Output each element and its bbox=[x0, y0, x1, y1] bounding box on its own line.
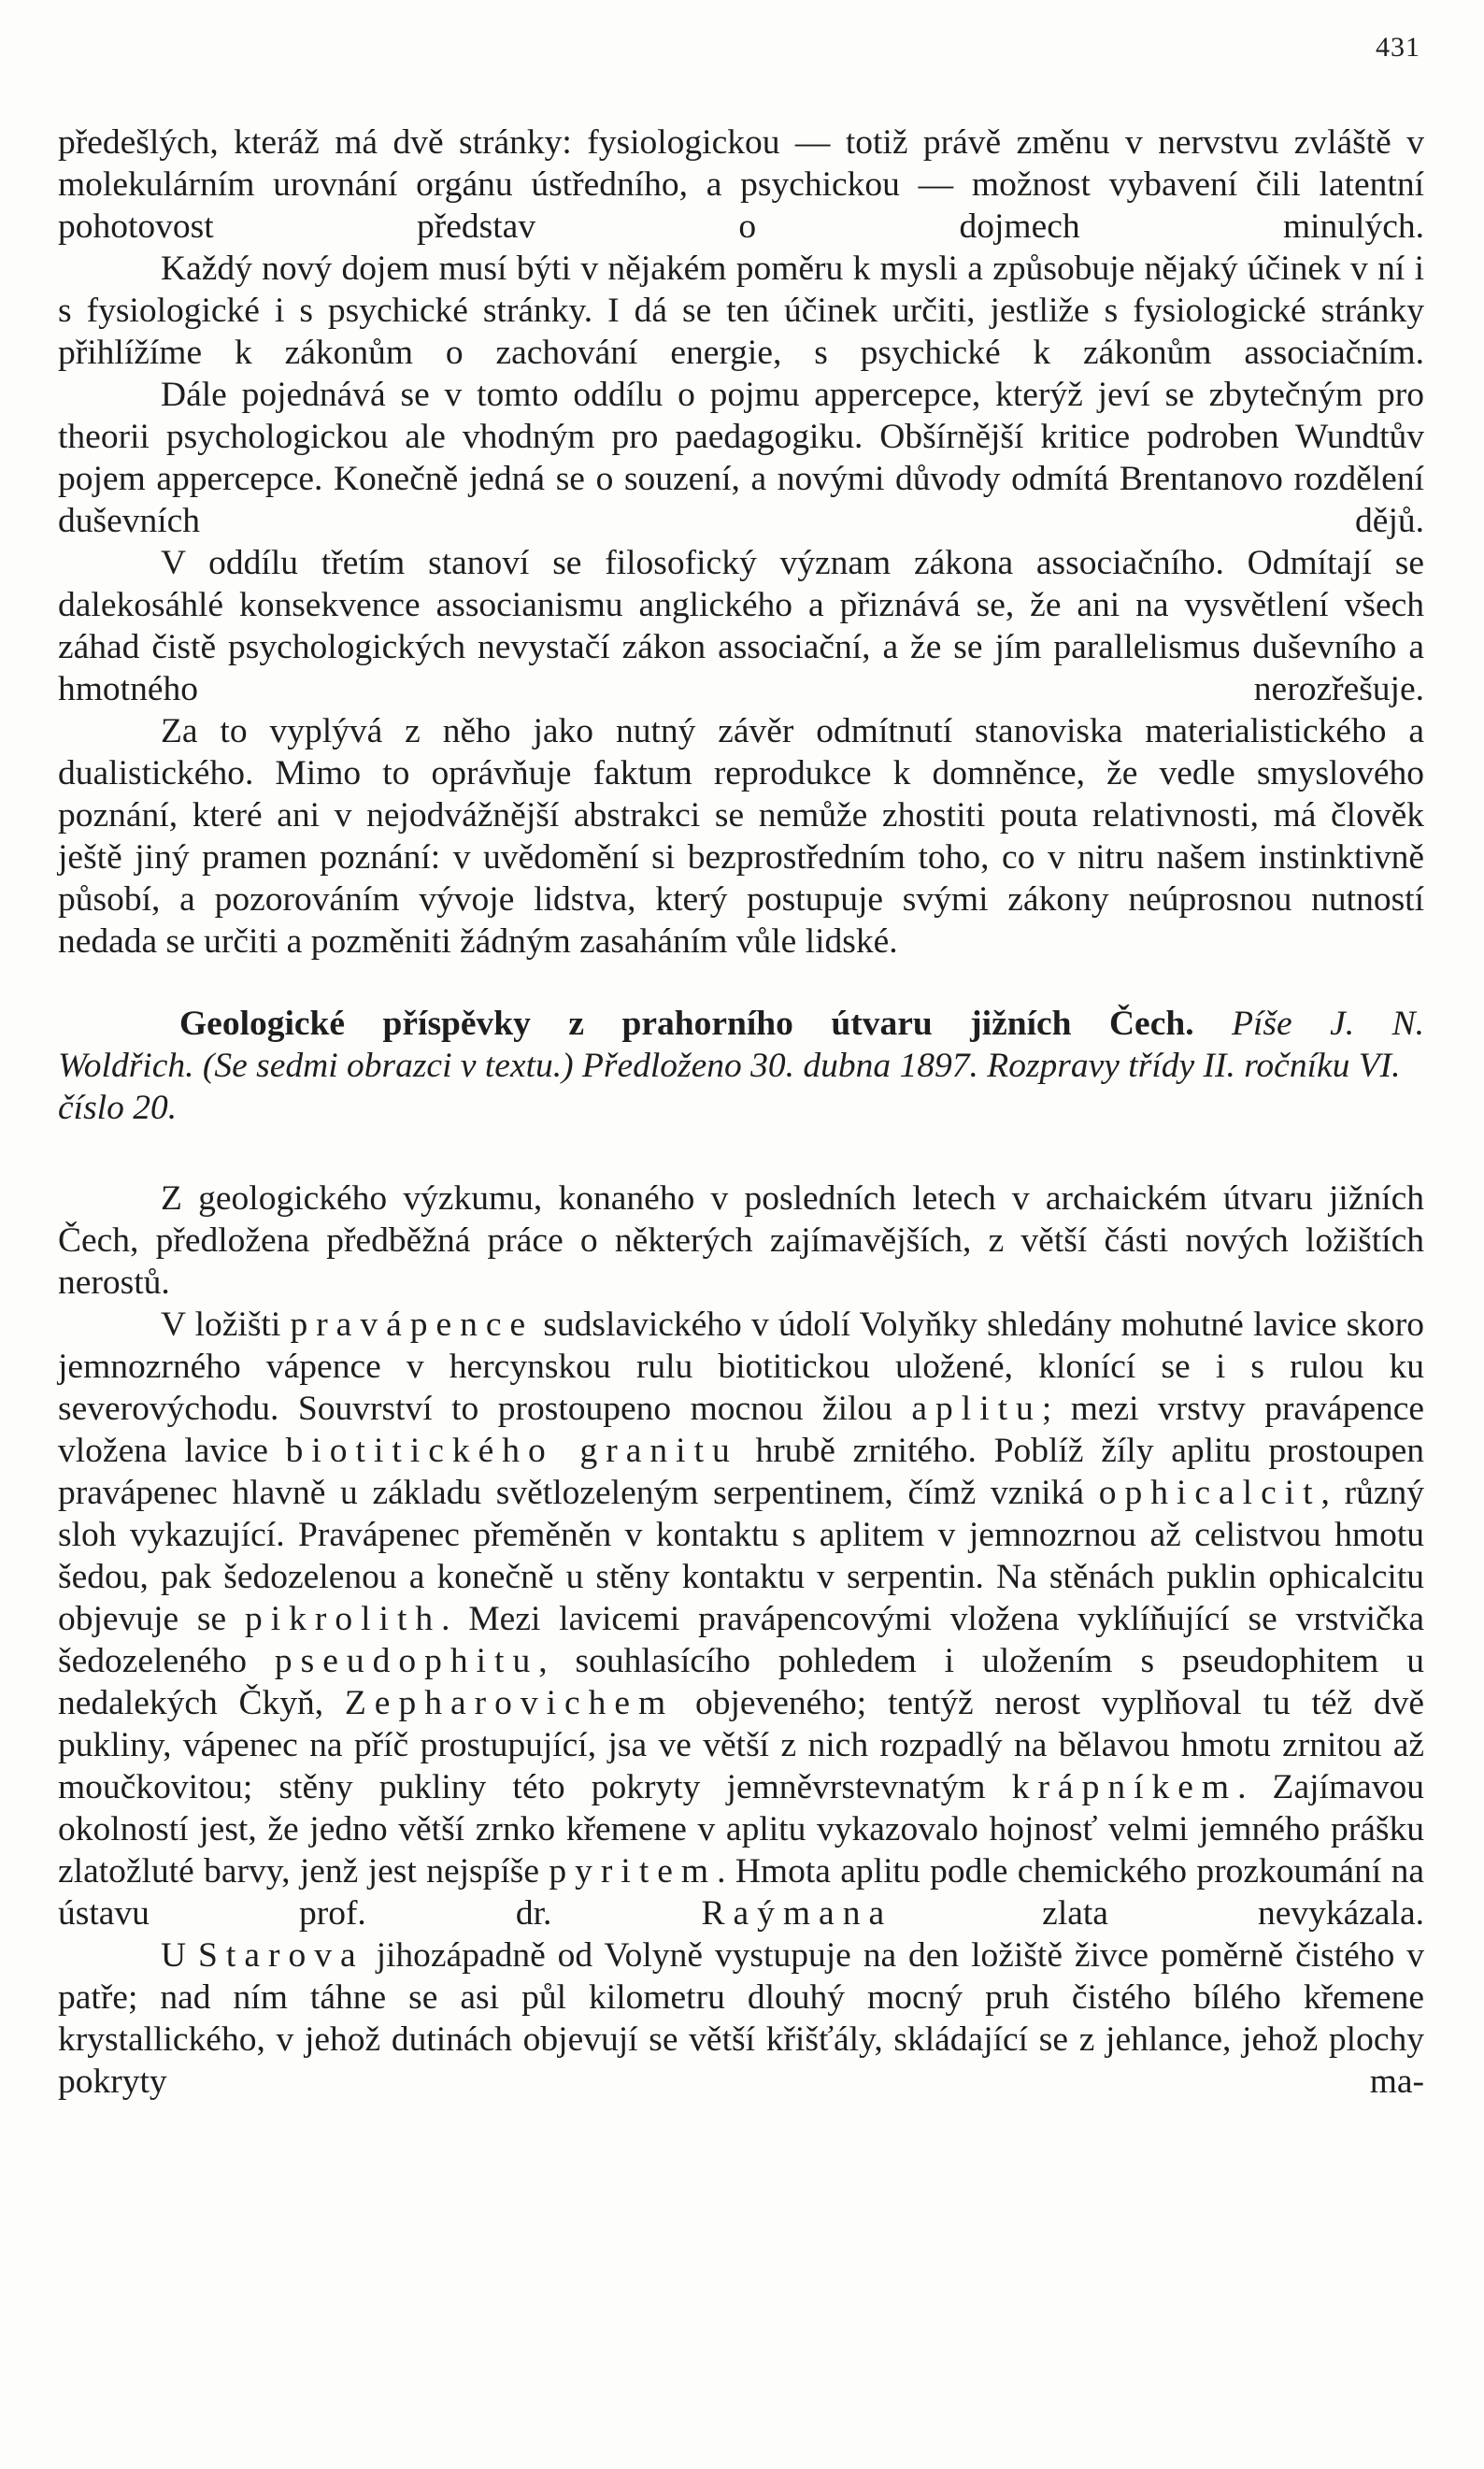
spaced-term: krápníkem bbox=[1011, 1768, 1238, 1806]
spaced-term: pyritem bbox=[549, 1852, 718, 1891]
text-run: ; mezi vrstvy pravápence vložena lavice bbox=[58, 1390, 1424, 1470]
article-heading-line1 bbox=[58, 1003, 1424, 1045]
spaced-term: Raýmana bbox=[701, 1894, 893, 1933]
paragraph-continued: předešlých, kteráž má dvě stránky: fysiologickou — totiž právě změnu v nervstvu zvláště v molekulárním urovnání orgánu ústředního, a psychickou — možnost vybavení čili latentní pohotovost představ o dojmech minulých. bbox=[58, 123, 1424, 246]
spaced-term: pseudophitu bbox=[274, 1642, 539, 1680]
article-meta: Woldřich. (Se sedmi obrazci v textu.) Předloženo 30. dubna 1897. Rozpravy třídy II. ročníku VI. číslo 20. bbox=[58, 1047, 1401, 1127]
article-heading bbox=[58, 1003, 1424, 1129]
paragraph-part-three: V oddílu třetím stanoví se filosofický význam zákona associačního. Odmítají se dalekosáhlé konsekvence associanismu anglického a přiznává se, že ani na vysvětlení všech záhad čistě psychologických nevystačí zákon associační, a že se jím parallelismus duševního a hmotného nerozřešuje. bbox=[58, 544, 1424, 708]
text-run: V ložišti bbox=[161, 1306, 281, 1344]
body-text bbox=[58, 121, 1424, 2103]
paragraph-intro: Z geologického výzkumu, konaného v posledních letech v archaickém útvaru jižních Čech, předložena předběžná práce o některých zajímavějších, z větší části nových ložištích nerostů. bbox=[58, 1179, 1424, 1302]
text-run: sudslavického v údolí Volyňky shledány mohutné lavice skoro jemnozrného vápence v hercynskou rulu biotitickou uložené, klonící se i s rulou ku severovýchodu. Souvrství to prostoupeno mocnou žilou bbox=[58, 1306, 1425, 1428]
text-run: objeveného; tentýž nerost vyplňoval tu též dvě pukliny, vápenec na příč prostupující, jsa ve větší z nich rozpadlý na bělavou hmotu zrnitou až moučkovitou; stěny pukliny této pokryty jemněvrstevnatým bbox=[58, 1684, 1424, 1806]
text-run: jihozápadně od Volyně vystupuje na den ložiště živce poměrně čistého v patře; nad ním táhne se asi půl kilometru dlouhý mocný pruh čistého bílého křemene krystallického, v jehož dutinách objevují se větší křišťály, skládající se z jehlance, jehož plochy pokryty ma- bbox=[58, 1936, 1425, 2101]
paragraph-starov bbox=[58, 1934, 1424, 2103]
text-run: . Mezi lavicemi pravápencovými vložena vyklíňující se vrstvička šedozeleného bbox=[58, 1600, 1424, 1680]
spaced-term: aplitu bbox=[911, 1390, 1042, 1428]
spaced-term: ophicalcit bbox=[1098, 1474, 1321, 1512]
text-run: . Zajímavou okolností jest, že jedno větší zrnko křemene v aplitu vykazovalo hojnosť velmi jemného prášku zlatožluté barvy, jenž jest nejspíše bbox=[58, 1768, 1425, 1891]
page-number: 431 bbox=[1376, 32, 1420, 63]
spaced-term: Zepharovichem bbox=[344, 1684, 675, 1722]
paragraph-apperception: Dále pojednává se v tomto oddílu o pojmu appercepce, kterýž jeví se zbytečným pro theorii psychologickou ale vhodným pro paedagogiku. Obšírnější kritice podroben Wundtův pojem appercepce. Konečně jedná se o souzení, a novými důvody odmítá Brentanovo rozdělení duševních dějů. bbox=[58, 376, 1424, 540]
text-run: hrubě zrnitého. Poblíž žíly aplitu prostoupen pravápenec hlavně u základu světlozeleným serpentinem, čímž vzniká bbox=[58, 1432, 1425, 1512]
text-run: , souhlasícího pohledem i uložením s pseudophitem u nedalekých Čkyň, bbox=[58, 1642, 1424, 1722]
spaced-term: pikrolith bbox=[244, 1600, 442, 1638]
spaced-term: pravápence bbox=[290, 1306, 535, 1344]
article-title: Geologické příspěvky z prahorního útvaru jižních Čech. bbox=[179, 1005, 1194, 1043]
text-run: . Hmota aplitu podle chemického prozkoumání na ústavu prof. dr. bbox=[58, 1852, 1425, 1933]
spaced-term: biotitického granitu bbox=[285, 1432, 738, 1470]
article-byline: Píše J. N. bbox=[1232, 1005, 1424, 1043]
paragraph-conclusion: Za to vyplývá z něho jako nutný závěr odmítnutí stanoviska materialistického a dualistického. Mimo to oprávňuje faktum reprodukce k domněnce, že vedle smyslového poznání, které ani v nejodvážnější abstrakci se nemůže zhostiti pouta relativnosti, má člověk ještě jiný pramen poznání: v uvědomění si bezprostředním toho, co v nitru našem instinktivně působí, a pozorováním vývoje lidstva, který postupuje svými zákony neúprosnou nutností nedada se určiti a pozměniti žádným zasaháním vůle lidské. bbox=[58, 712, 1424, 961]
spaced-term: Starova bbox=[198, 1936, 364, 1975]
paragraph-sudslavice bbox=[58, 1304, 1424, 1934]
text-run: zlata nevykázala. bbox=[1042, 1894, 1425, 1933]
text-run: , různý sloh vykazující. Pravápenec přeměněn v kontaktu s aplitem v jemnozrnou až celistvou hmotu šedou, pak šedozelenou a konečně u stěny kontaktu v serpentin. Na stěnách puklin ophicalcitu objevuje se bbox=[58, 1474, 1425, 1638]
spacer bbox=[58, 1129, 1424, 1177]
paragraph-new-impression: Každý nový dojem musí býti v nějakém poměru k mysli a způsobuje nějaký účinek v ní i s fysiologické i s psychické stránky. I dá se ten účinek určiti, jestliže s fysiologické stránky přihlížíme k zákonům o zachování energie, s psychické k zákonům associačním. bbox=[58, 250, 1424, 372]
text-run: U bbox=[161, 1936, 187, 1975]
